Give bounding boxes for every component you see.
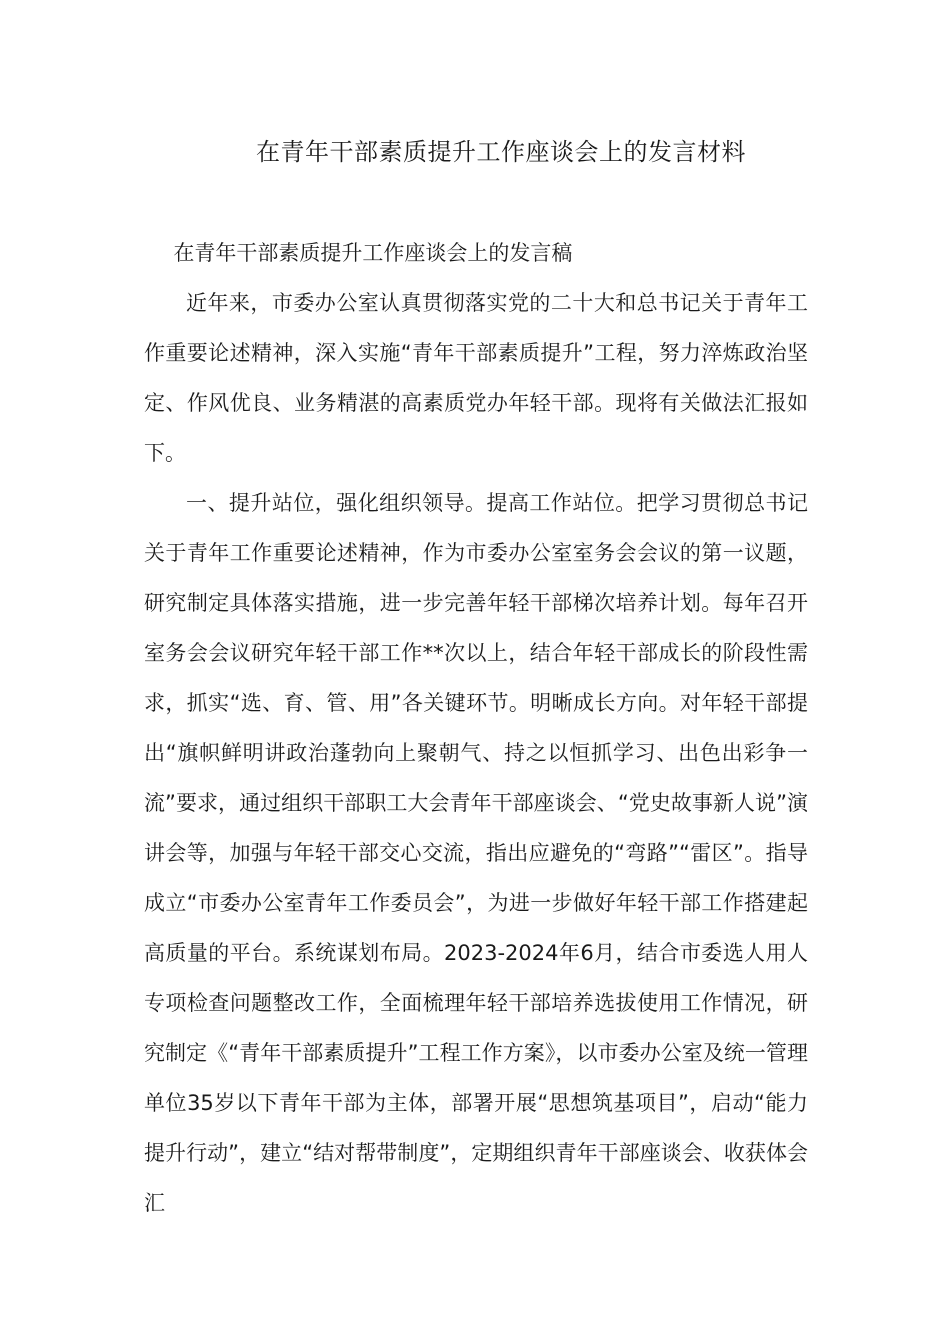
document-subtitle: 在青年干部素质提升工作座谈会上的发言稿 — [173, 241, 573, 265]
paragraph-section-one: 一、提升站位，强化组织领导。提高工作站位。把学习贯彻总书记关于青年工作重要论述精神，作为市委办公室室务会会议的第一议题，研究制定具体落实措施，进一步完善年轻干部梯次培养计划。每年召开室务会会议研究年轻干部工作**次以上，结合年轻干部成长的阶段性需求，抓实“选、育、管、用”各关键环节。明晰成长方向。对年轻干部提出“旗帜鲜明讲政治蓬勃向上聚朝气、持之以恒抓学习、出色出彩争一流”要求，通过组织干部职工大会青年干部座谈会、“党史故事新人说”演讲会等，加强与年轻干部交心交流，指出应避免的“弯路”“雷区”。指导成立“市委办公室青年工作委员会”，为进一步做好年轻干部工作搭建起高质量的平台。系统谋划布局。2023-2024年6月，结合市委选人用人专项检查问题整改工作，全面梳理年轻干部培养选拔使用工作情况，研究制定《“青年干部素质提升”工程工作方案》，以市委办公室及统一管理单位35岁以下青年干部为主体，部署开展“思想筑基项目”，启动“能力提升行动”，建立“结对帮带制度”，定期组织青年干部座谈会、收获体会汇 — [144, 491, 808, 1215]
document-title: 在青年干部素质提升工作座谈会上的发言材料 — [256, 138, 746, 166]
document-body — [144, 228, 808, 1228]
paragraph-intro: 近年来，市委办公室认真贯彻落实党的二十大和总书记关于青年工作重要论述精神，深入实施“青年干部素质提升”工程，努力淬炼政治坚定、作风优良、业务精湛的高素质党办年轻干部。现将有关做法汇报如下。 — [144, 291, 808, 465]
